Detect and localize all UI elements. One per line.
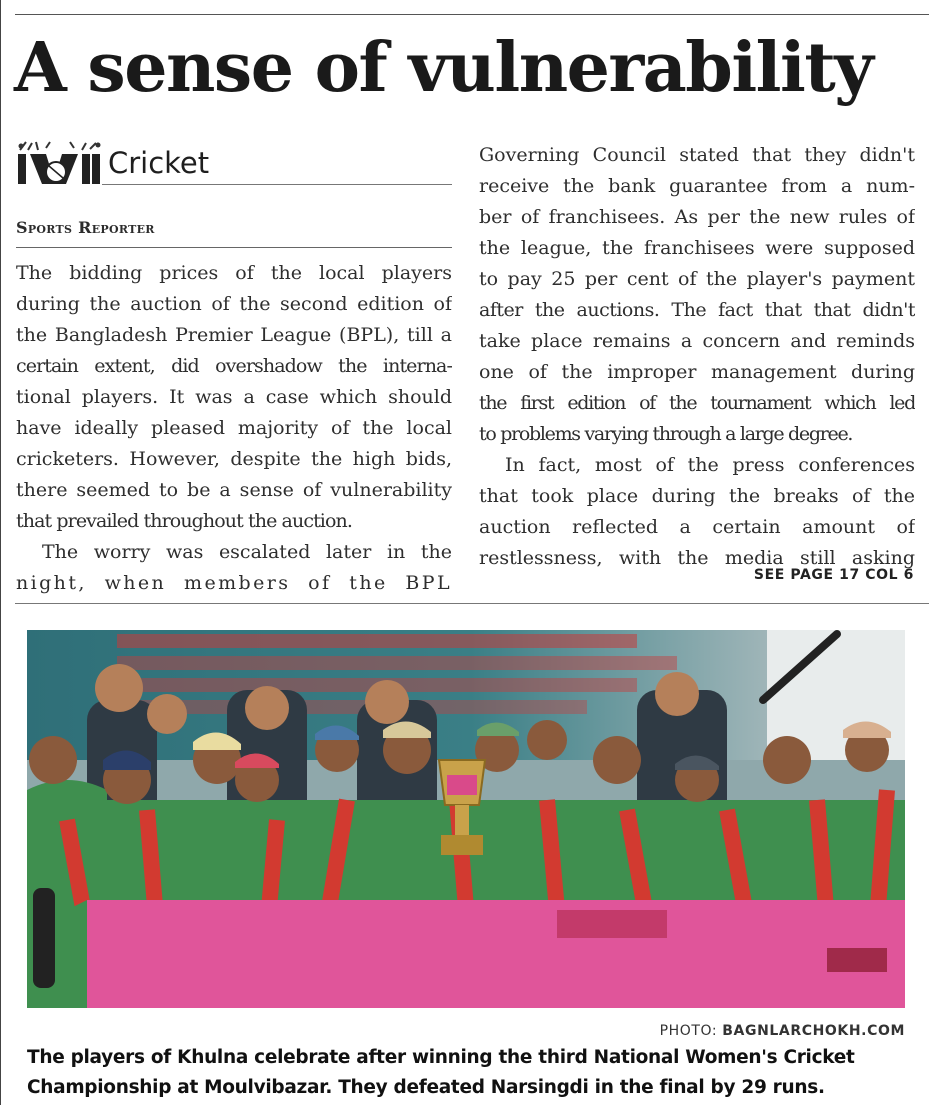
body-line: to pay 25 per cent of the player's payment [479,268,915,290]
body-line: The bidding prices of the local players [16,262,452,284]
body-line: night, when members of the BPL [16,572,452,594]
byline-rule [16,247,452,248]
body-line: In fact, most of the press conferences [505,454,915,476]
body-line: restlessness, with the media still asking [479,547,915,569]
continued-jump: SEE PAGE 17 COL 6 [753,567,914,583]
body-line: the league, the franchisees were supposed [479,237,915,259]
team-photo [27,630,905,1008]
body-line: have ideally pleased majority of the local [16,417,452,439]
article-column-left [16,258,452,599]
cricket-logo-icon [16,140,102,186]
caption-line: Championship at Moulvibazar. They defeated Narsingdi in the final by 29 runs. [27,1077,825,1098]
body-line: receive the bank guarantee from a num- [479,175,915,197]
body-line: that took place during the breaks of the [479,485,915,507]
page-top-rule [15,14,929,15]
caption-line: The players of Khulna celebrate after winning the third National Women's Cricket [27,1047,855,1068]
body-line: cricketers. However, despite the high bids, [16,448,452,470]
body-line: the first edition of the tournament which led [479,392,915,414]
page-left-border [0,0,1,1105]
photo-divider-rule [15,603,929,604]
body-line: there seemed to be a sense of vulnerability [16,479,452,501]
body-line: auction reflected a certain amount of [479,516,915,538]
team-photo-illustration [27,630,905,1008]
body-line: The worry was escalated later in the [42,541,452,563]
byline: Sports Reporter [16,218,155,237]
body-line: one of the improper management during [479,361,915,383]
article-column-right [479,140,915,574]
section-rule [102,184,452,185]
body-line: tional players. It was a case which should [16,386,452,408]
photo-credit-label: PHOTO: [659,1023,718,1039]
body-line: take place remains a concern and reminds [479,330,915,352]
body-line: ber of franchisees. As per the new rules of [479,206,915,228]
headline: A sense of vulnerability [14,28,873,108]
section-header [16,140,452,190]
body-line: Governing Council stated that they didn't [479,144,915,166]
body-line: to problems varying through a large degree. [479,423,853,445]
body-line: after the auctions. The fact that that didn't [479,299,915,321]
body-line: during the auction of the second edition of [16,293,452,315]
photo-credit [660,1023,905,1039]
photo-credit-source: BAGNLARCHOKH.COM [722,1023,905,1039]
body-line: the Bangladesh Premier League (BPL), till a [16,324,452,346]
body-line: certain extent, did overshadow the interna- [16,355,452,377]
body-line: that prevailed throughout the auction. [16,510,352,532]
section-label: Cricket [108,146,210,180]
photo-caption [27,1043,907,1103]
